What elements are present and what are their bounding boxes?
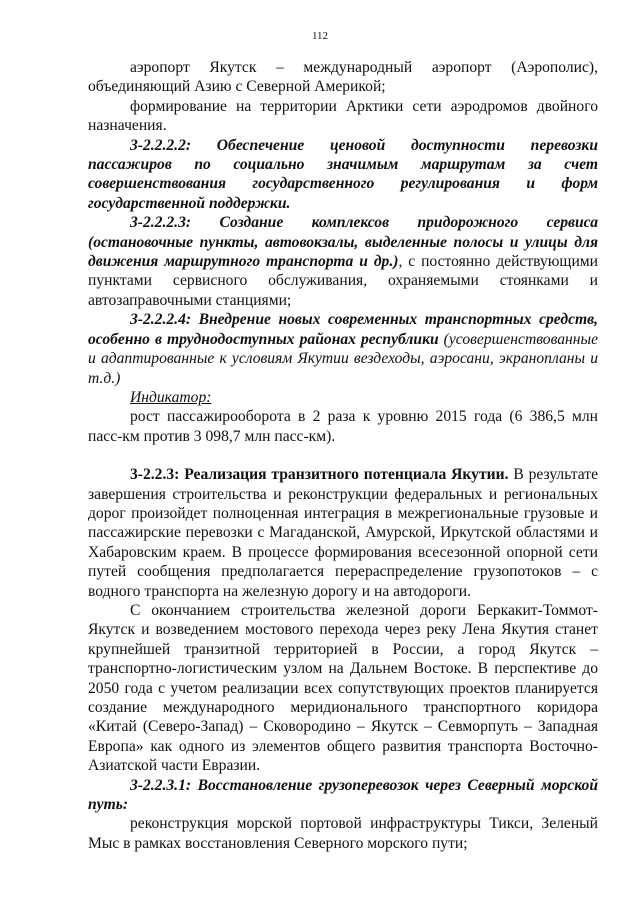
paragraph-3-2-2-3-text: В результате завершения строительства и реконструкции федеральных и региональных дорог произойдет полноценная интеграция в межрегиональные грузовые и пассажирские перевозки с Магаданской, Амурской, Иркутской областями и Хабаровским краем. В процессе формирования всесезонной опорной сети путей сообщения предполагается перераспределение грузопотоков – с водного транспорта на железную дорогу и на автодороги. (88, 466, 598, 600)
paragraph-tiksi-port: реконструкция морской портовой инфраструктуры Тикси, Зеленый Мыс в рамках восстановления Северного морского пути; (88, 815, 598, 852)
paragraph-3-2-2-2-3-text: , с постоянно действующими пунктами сервисного обслуживания, охраняемыми стоянками и автозаправочными станциями; (88, 253, 598, 309)
indicator-label-text: Индикатор: (130, 388, 212, 406)
heading-3-2-2-3-1: 3-2.2.3.1: Восстановление грузоперевозок через Северный морской путь: (88, 776, 598, 814)
paragraph-passenger-turnover: рост пассажирооборота в 2 раза к уровню 2015 года (6 386,5 млн пасс-км против 3 098,7 млн пасс-км). (88, 408, 598, 445)
paragraph-airport-yakutsk: аэропорт Якутск – международный аэропорт (Аэрополис), объединяющий Азию с Северной Америкой; (88, 59, 598, 96)
paragraph-3-2-2-2-4 (88, 310, 598, 388)
paragraph-3-2-2-2-3 (88, 213, 598, 310)
heading-3-2-2-2-4: 3-2.2.2.4: Внедрение новых современных транспортных средств, особенно в труднодоступных районах республики (88, 311, 598, 348)
page-number: 112 (311, 30, 329, 42)
paragraph-3-2-2-2-4-examples: (усовершенствованные и адаптированные к условиям Якутии вездеходы, аэросани, экранопланы и т.д.) (88, 330, 598, 387)
paragraph-3-2-2-3 (88, 465, 598, 601)
heading-3-2-2-2-2: 3-2.2.2.2: Обеспечение ценовой доступности перевозки пассажиров по социально значимым маршрутам за счет совершенствования государственного регулирования и форм государственной поддержки. (88, 136, 598, 212)
paragraph-arctic-airfields: формирование на территории Арктики сети аэродромов двойного назначения. (88, 97, 598, 135)
indicator-label (88, 388, 598, 407)
paragraph-railway-completion: С окончанием строительства железной дороги Беркакит-Томмот-Якутск и возведением мостового перехода через реку Лена Якутия станет крупнейшей транзитной территорией в России, а город Якутск – транспортно-логистическим узлом на Дальнем Востоке. В перспективе до 2050 года с учетом реализации всех сопутствующих проектов планируется создание международного меридионального транспортного коридора «Китай (Северо-Запад) – Сковородино – Якутск – Севморпуть – Западная Европа» как одного из элементов общего развития транспорта Восточно-Азиатской части Евразии. (88, 601, 598, 775)
heading-3-2-2-3: 3-2.2.3: Реализация транзитного потенциала Якутии. (130, 466, 509, 484)
heading-3-2-2-2-3: 3-2.2.2.3: Создание комплексов придорожного сервиса (остановочные пункты, автовокзалы, выделенные полосы и улицы для движения маршрутного транспорта и др.) (88, 214, 598, 271)
document-body (88, 58, 598, 853)
